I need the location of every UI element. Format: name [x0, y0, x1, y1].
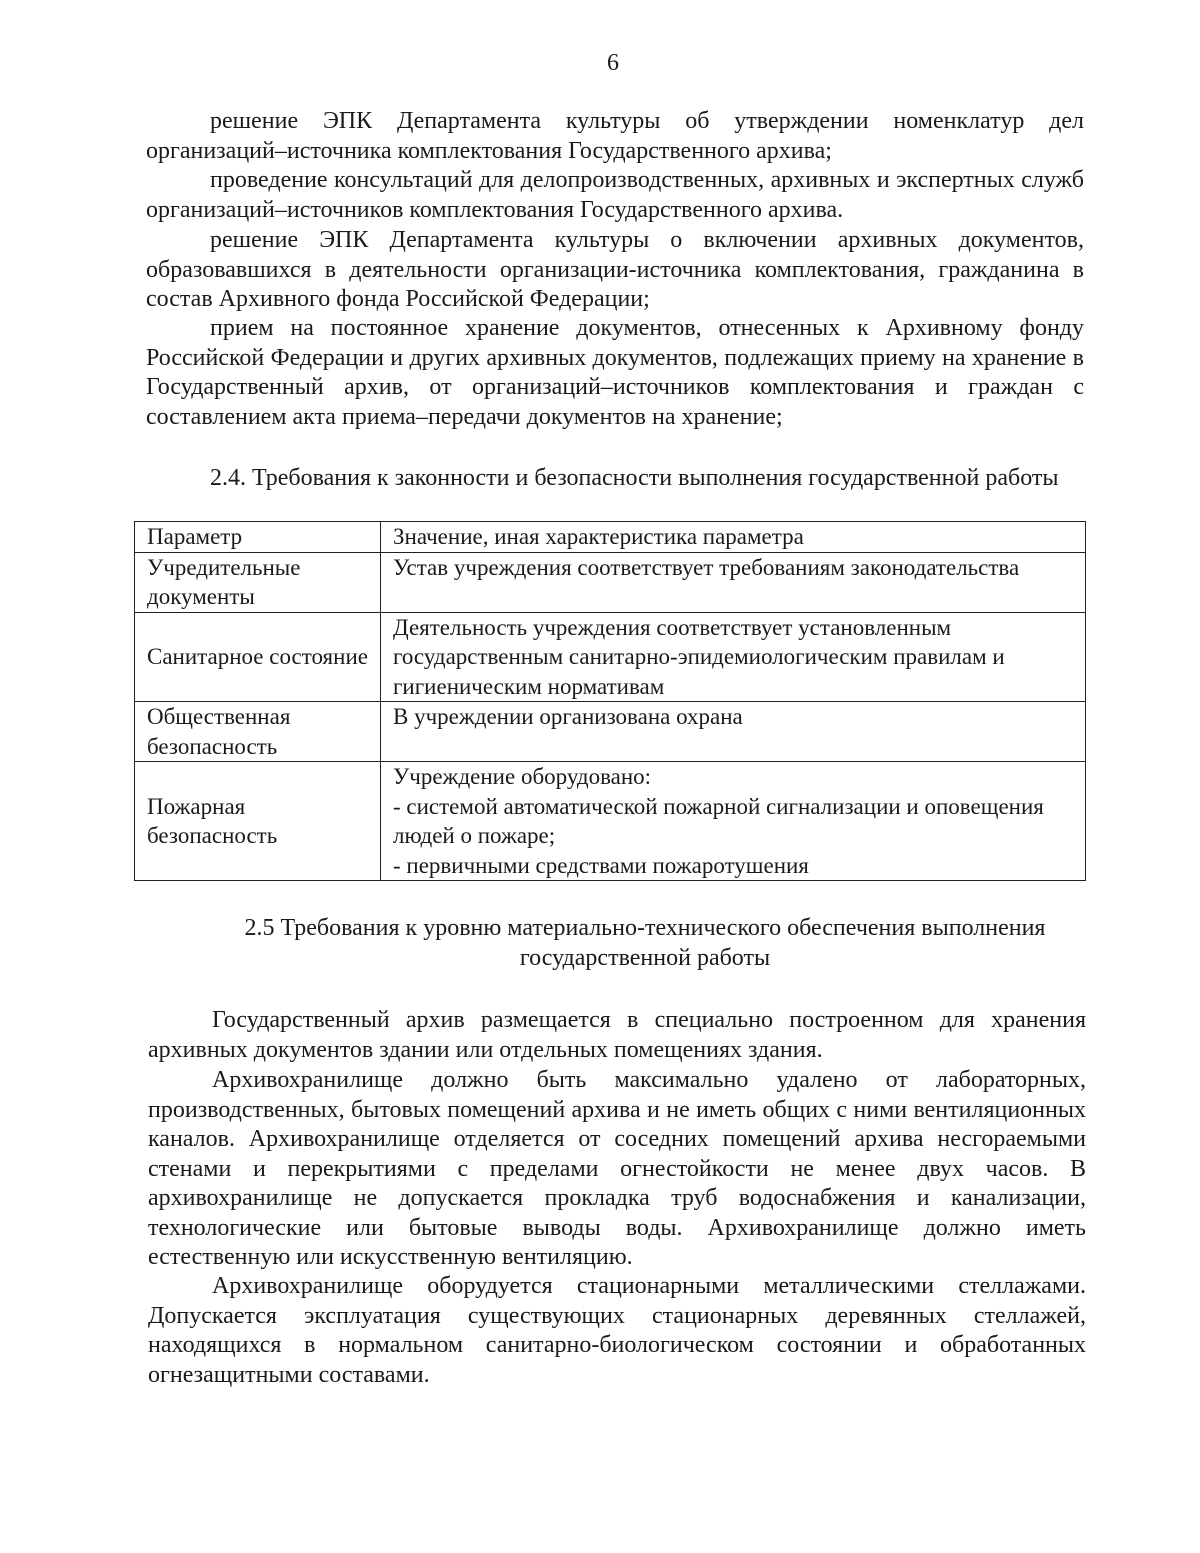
table-row — [135, 612, 1086, 702]
page-number: 6 — [607, 50, 619, 76]
section-2-5-title — [146, 914, 1084, 973]
paragraph: Государственный архив размещается в специально построенном для хранения архивных документов здании или отдельных помещениях здания. — [148, 1007, 1086, 1063]
table-cell-param: Санитарное состояние — [135, 612, 381, 702]
section-2-4-title: 2.4. Требования к законности и безопасности выполнения государственной работы — [210, 465, 1059, 491]
paragraph: решение ЭПК Департамента культуры о включении архивных документов, образовавшихся в деятельности организации-источника комплектования, гражданина в состав Архивного фонда Российской Федерации; — [146, 227, 1084, 312]
paragraph: прием на постоянное хранение документов, отнесенных к Архивному фонду Российской Федерации и других архивных документов, подлежащих приему на хранение в Государственный архив, от организаций–источников комплектования и граждан с составлением акта приема–передачи документов на хранение; — [146, 315, 1084, 430]
table-row — [135, 762, 1086, 881]
table-cell-param: Пожарная безопасность — [135, 762, 381, 881]
requirements-table — [134, 521, 1086, 881]
table-row — [135, 552, 1086, 612]
value-line: - первичными средствами пожаротушения — [393, 852, 809, 878]
table-cell-param: Учредительные документы — [135, 552, 381, 612]
table-cell-value: В учреждении организована охрана — [381, 702, 1086, 762]
value-line: - системой автоматической пожарной сигнализации и оповещения людей о пожаре; — [393, 793, 1044, 848]
table-cell-value: Деятельность учреждения соответствует установленным государственным санитарно-эпидемиологическим правилам и гигиеническим нормативам — [381, 612, 1086, 702]
table-row — [135, 702, 1086, 762]
table-cell-param: Общественная безопасность — [135, 702, 381, 762]
table-cell-value: Устав учреждения соответствует требованиям законодательства — [381, 552, 1086, 612]
table-header-row — [135, 522, 1086, 553]
table-header-cell: Параметр — [135, 522, 381, 553]
value-line: Учреждение оборудовано: — [393, 764, 652, 789]
table-header-cell: Значение, иная характеристика параметра — [381, 522, 1086, 553]
table-cell-value — [381, 762, 1086, 881]
paragraph: проведение консультаций для делопроизводственных, архивных и экспертных служб организаций–источников комплектования Государственного архива. — [146, 167, 1084, 223]
section-2-5-title-line: государственной работы — [519, 944, 771, 971]
section-2-5-title-line: 2.5 Требования к уровню материально-технического обеспечения выполнения — [244, 915, 1046, 941]
paragraph: Архивохранилище должно быть максимально удалено от лабораторных, производственных, бытовых помещений архива и не иметь общих с ними вентиляционных каналов. Архивохранилище отделяется от соседних помещений архива несгораемыми стенами и перекрытиями с пределами огнестойкости не менее двух часов. В архивохранилище не допускается прокладка труб водоснабжения и канализации, технологические или бытовые выводы воды. Архивохранилище должно иметь естественную или искусственную вентиляцию. — [148, 1067, 1086, 1270]
paragraph: решение ЭПК Департамента культуры об утверждении номенклатур дел организаций–источника комплектования Государственного архива; — [146, 108, 1084, 164]
paragraph: Архивохранилище оборудуется стационарными металлическими стеллажами. Допускается эксплуатация существующих стационарных деревянных стеллажей, находящихся в нормальном санитарно-биологическом состоянии и обработанных огнезащитными составами. — [148, 1273, 1086, 1388]
